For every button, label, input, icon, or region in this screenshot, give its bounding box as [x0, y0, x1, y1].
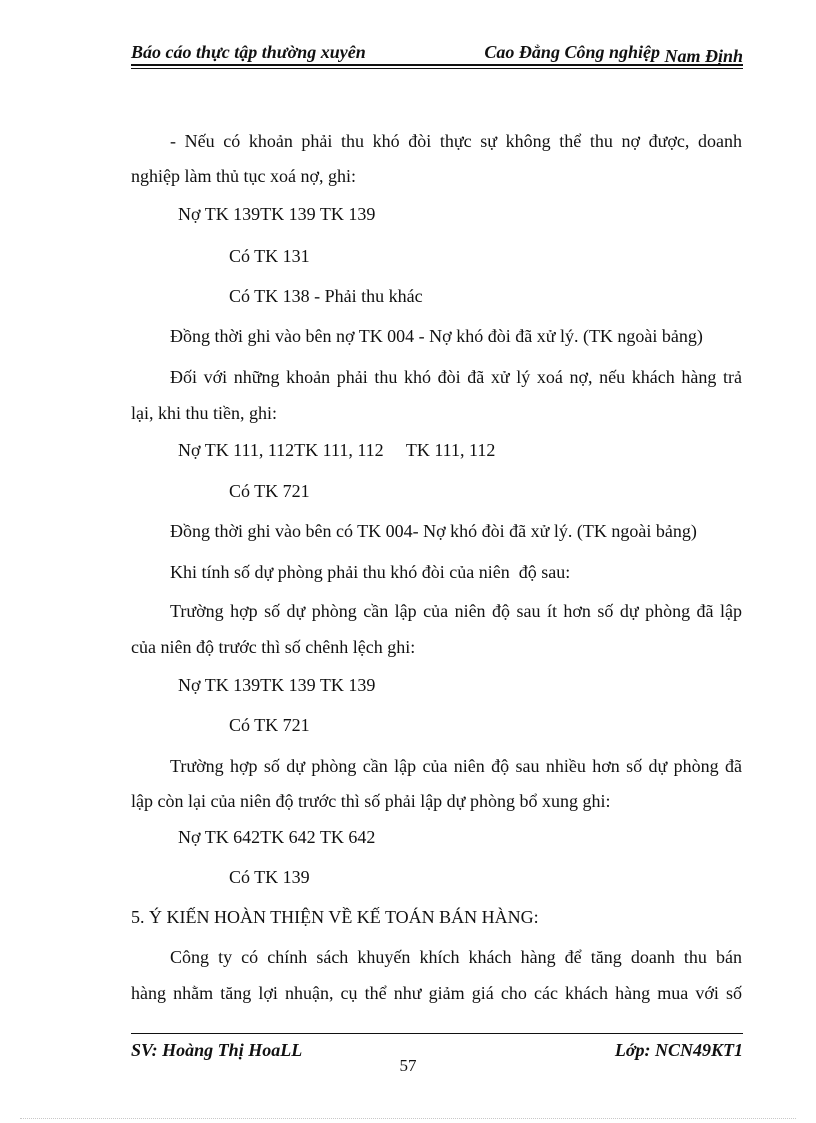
- header-report-title: Báo cáo thực tập thường xuyên: [131, 42, 366, 62]
- entry-debit: Nợ TK 139TK 139 TK 139: [178, 204, 376, 224]
- entry-credit: Có TK 138 - Phải thu khác: [229, 286, 423, 306]
- footer-rule: [131, 1033, 743, 1034]
- header-rule-thin: [131, 68, 743, 69]
- footer-class: Lớp: NCN49KT1: [614, 1040, 743, 1060]
- footer-student-name: SV: Hoàng Thị HoaLL: [131, 1040, 303, 1060]
- entry-credit: Có TK 139: [229, 867, 310, 887]
- entry-credit: Có TK 721: [229, 715, 310, 735]
- header-school-main: Cao Đẳng Công nghiệp: [484, 42, 665, 62]
- paragraph-line: Đối với những khoản phải thu khó đòi đã xử lý xoá nợ, nếu khách hàng trả: [170, 367, 742, 387]
- entry-debit: Nợ TK 642TK 642 TK 642: [178, 827, 376, 847]
- entry-credit: Có TK 131: [229, 246, 310, 266]
- paragraph-line: Trường hợp số dự phòng cần lập của niên độ sau ít hơn số dự phòng đã lập: [170, 601, 742, 621]
- paragraph-line: Trường hợp số dự phòng cần lập của niên độ sau nhiều hơn số dự phòng đã: [170, 756, 742, 776]
- paragraph-line: lại, khi thu tiền, ghi:: [131, 403, 277, 423]
- paragraph-line: nghiệp làm thủ tục xoá nợ, ghi:: [131, 166, 356, 186]
- paragraph-line: Khi tính số dự phòng phải thu khó đòi của niên độ sau:: [170, 562, 571, 582]
- header-school-name: [484, 42, 743, 66]
- paragraph-line: Công ty có chính sách khuyến khích khách hàng để tăng doanh thu bán: [170, 947, 742, 967]
- entry-debit: Nợ TK 111, 112TK 111, 112 TK 111, 112: [178, 440, 496, 460]
- entry-credit: Có TK 721: [229, 481, 310, 501]
- header-rule-thick: [131, 64, 743, 66]
- section-heading: 5. Ý KIẾN HOÀN THIỆN VỀ KẾ TOÁN BÁN HÀNG:: [131, 907, 539, 927]
- paragraph-line: Đồng thời ghi vào bên nợ TK 004 - Nợ khó đòi đã xử lý. (TK ngoài bảng): [170, 326, 703, 346]
- page-header: [131, 42, 743, 64]
- header-school-sub: Nam Định: [664, 46, 743, 66]
- paragraph-line: của niên độ trước thì số chênh lệch ghi:: [131, 637, 416, 657]
- paragraph-line: Đồng thời ghi vào bên có TK 004- Nợ khó đòi đã xử lý. (TK ngoài bảng): [170, 521, 697, 541]
- page-bottom-edge: [20, 1118, 796, 1119]
- page-number: 57: [399, 1056, 417, 1075]
- paragraph-line: hàng nhằm tăng lợi nhuận, cụ thể như giảm giá cho các khách hàng mua với số: [131, 983, 742, 1003]
- paragraph-line: lập còn lại của niên độ trước thì số phải lập dự phòng bổ xung ghi:: [131, 791, 611, 811]
- paragraph-line: - Nếu có khoản phải thu khó đòi thực sự không thể thu nợ được, doanh: [170, 131, 742, 151]
- entry-debit: Nợ TK 139TK 139 TK 139: [178, 675, 376, 695]
